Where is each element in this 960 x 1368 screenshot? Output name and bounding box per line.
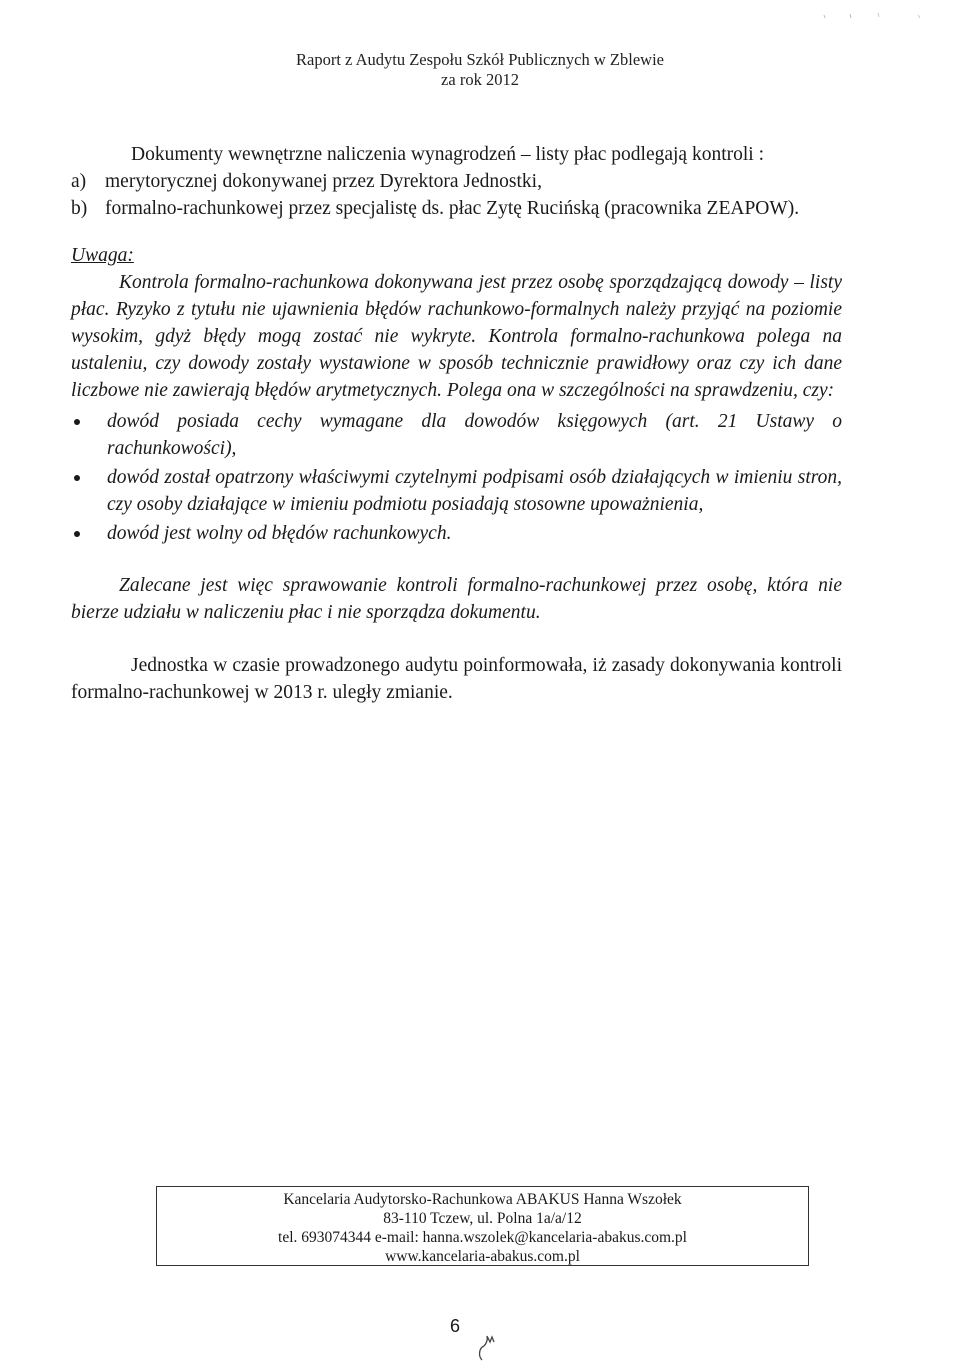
bullet-item: dowód posiada cechy wymagane dla dowodów księgowych (art. 21 Ustawy o rachunkowości), xyxy=(71,408,842,462)
control-list xyxy=(71,168,842,222)
intro-paragraph: Dokumenty wewnętrzne naliczenia wynagrodzeń – listy płac podlegają kontroli : xyxy=(131,144,764,165)
footer-address: 83-110 Tczew, ul. Polna 1a/a/12 xyxy=(383,1210,582,1227)
list-item-text: formalno-rachunkowej przez specjalistę ds. płac Zytę Rucińską (pracownika ZEAPOW). xyxy=(105,198,800,219)
list-item-label: a) xyxy=(71,171,87,192)
note-title: Uwaga: xyxy=(71,245,134,266)
list-item-text: merytorycznej dokonywanej przez Dyrektora Jednostki, xyxy=(105,171,542,192)
footer-box xyxy=(156,1186,809,1266)
list-item xyxy=(71,195,842,222)
footer-company: Kancelaria Audytorsko-Rachunkowa ABAKUS Hanna Wszołek xyxy=(283,1191,682,1208)
header-year: za rok 2012 xyxy=(441,70,519,89)
note-section xyxy=(71,242,842,547)
footer-website: www.kancelaria-abakus.com.pl xyxy=(385,1248,580,1265)
note-bullets xyxy=(71,408,842,547)
info-paragraph: Jednostka w czasie prowadzonego audytu poinformowała, iż zasady dokonywania kontroli formalno-rachunkowej w 2013 r. uległy zmianie. xyxy=(71,655,842,703)
handwritten-initials xyxy=(476,1330,500,1366)
document-body xyxy=(71,141,842,726)
header-title: Raport z Audytu Zespołu Szkół Publicznych w Zblewie xyxy=(296,50,664,69)
footer-contact: tel. 693074344 e-mail: hanna.wszolek@kancelaria-abakus.com.pl xyxy=(278,1229,687,1246)
bullet-item: dowód jest wolny od błędów rachunkowych. xyxy=(71,520,842,547)
note-body: Kontrola formalno-rachunkowa dokonywana jest przez osobę sporządzającą dowody – listy płac. Ryzyko z tytułu nie ujawnienia błędów rachunkowo-formalnych należy przyjąć na poziomie wysokim, gdyż błędy mogą zostać nie wykryte. Kontrola formalno-rachunkowa polega na ustaleniu, czy dowody zostały wystawione w sposób technicznie prawidłowy oraz czy ich dane liczbowe nie zawierają błędów arytmetycznych. Polega ona w szczególności na sprawdzeniu, czy: xyxy=(71,272,842,401)
list-item xyxy=(71,168,842,195)
scan-marks xyxy=(820,6,930,20)
recommendation-paragraph: Zalecane jest więc sprawowanie kontroli formalno-rachunkowej przez osobę, która nie bierze udziału w naliczeniu płac i nie sporządza dokumentu. xyxy=(71,575,842,623)
list-item-label: b) xyxy=(71,198,88,219)
report-header xyxy=(0,50,960,90)
page-number: 6 xyxy=(450,1316,461,1336)
bullet-item: dowód został opatrzony właściwymi czytelnymi podpisami osób działających w imieniu stron, czy osoby działające w imieniu podmiotu posiadają stosowne upoważnienia, xyxy=(71,464,842,518)
